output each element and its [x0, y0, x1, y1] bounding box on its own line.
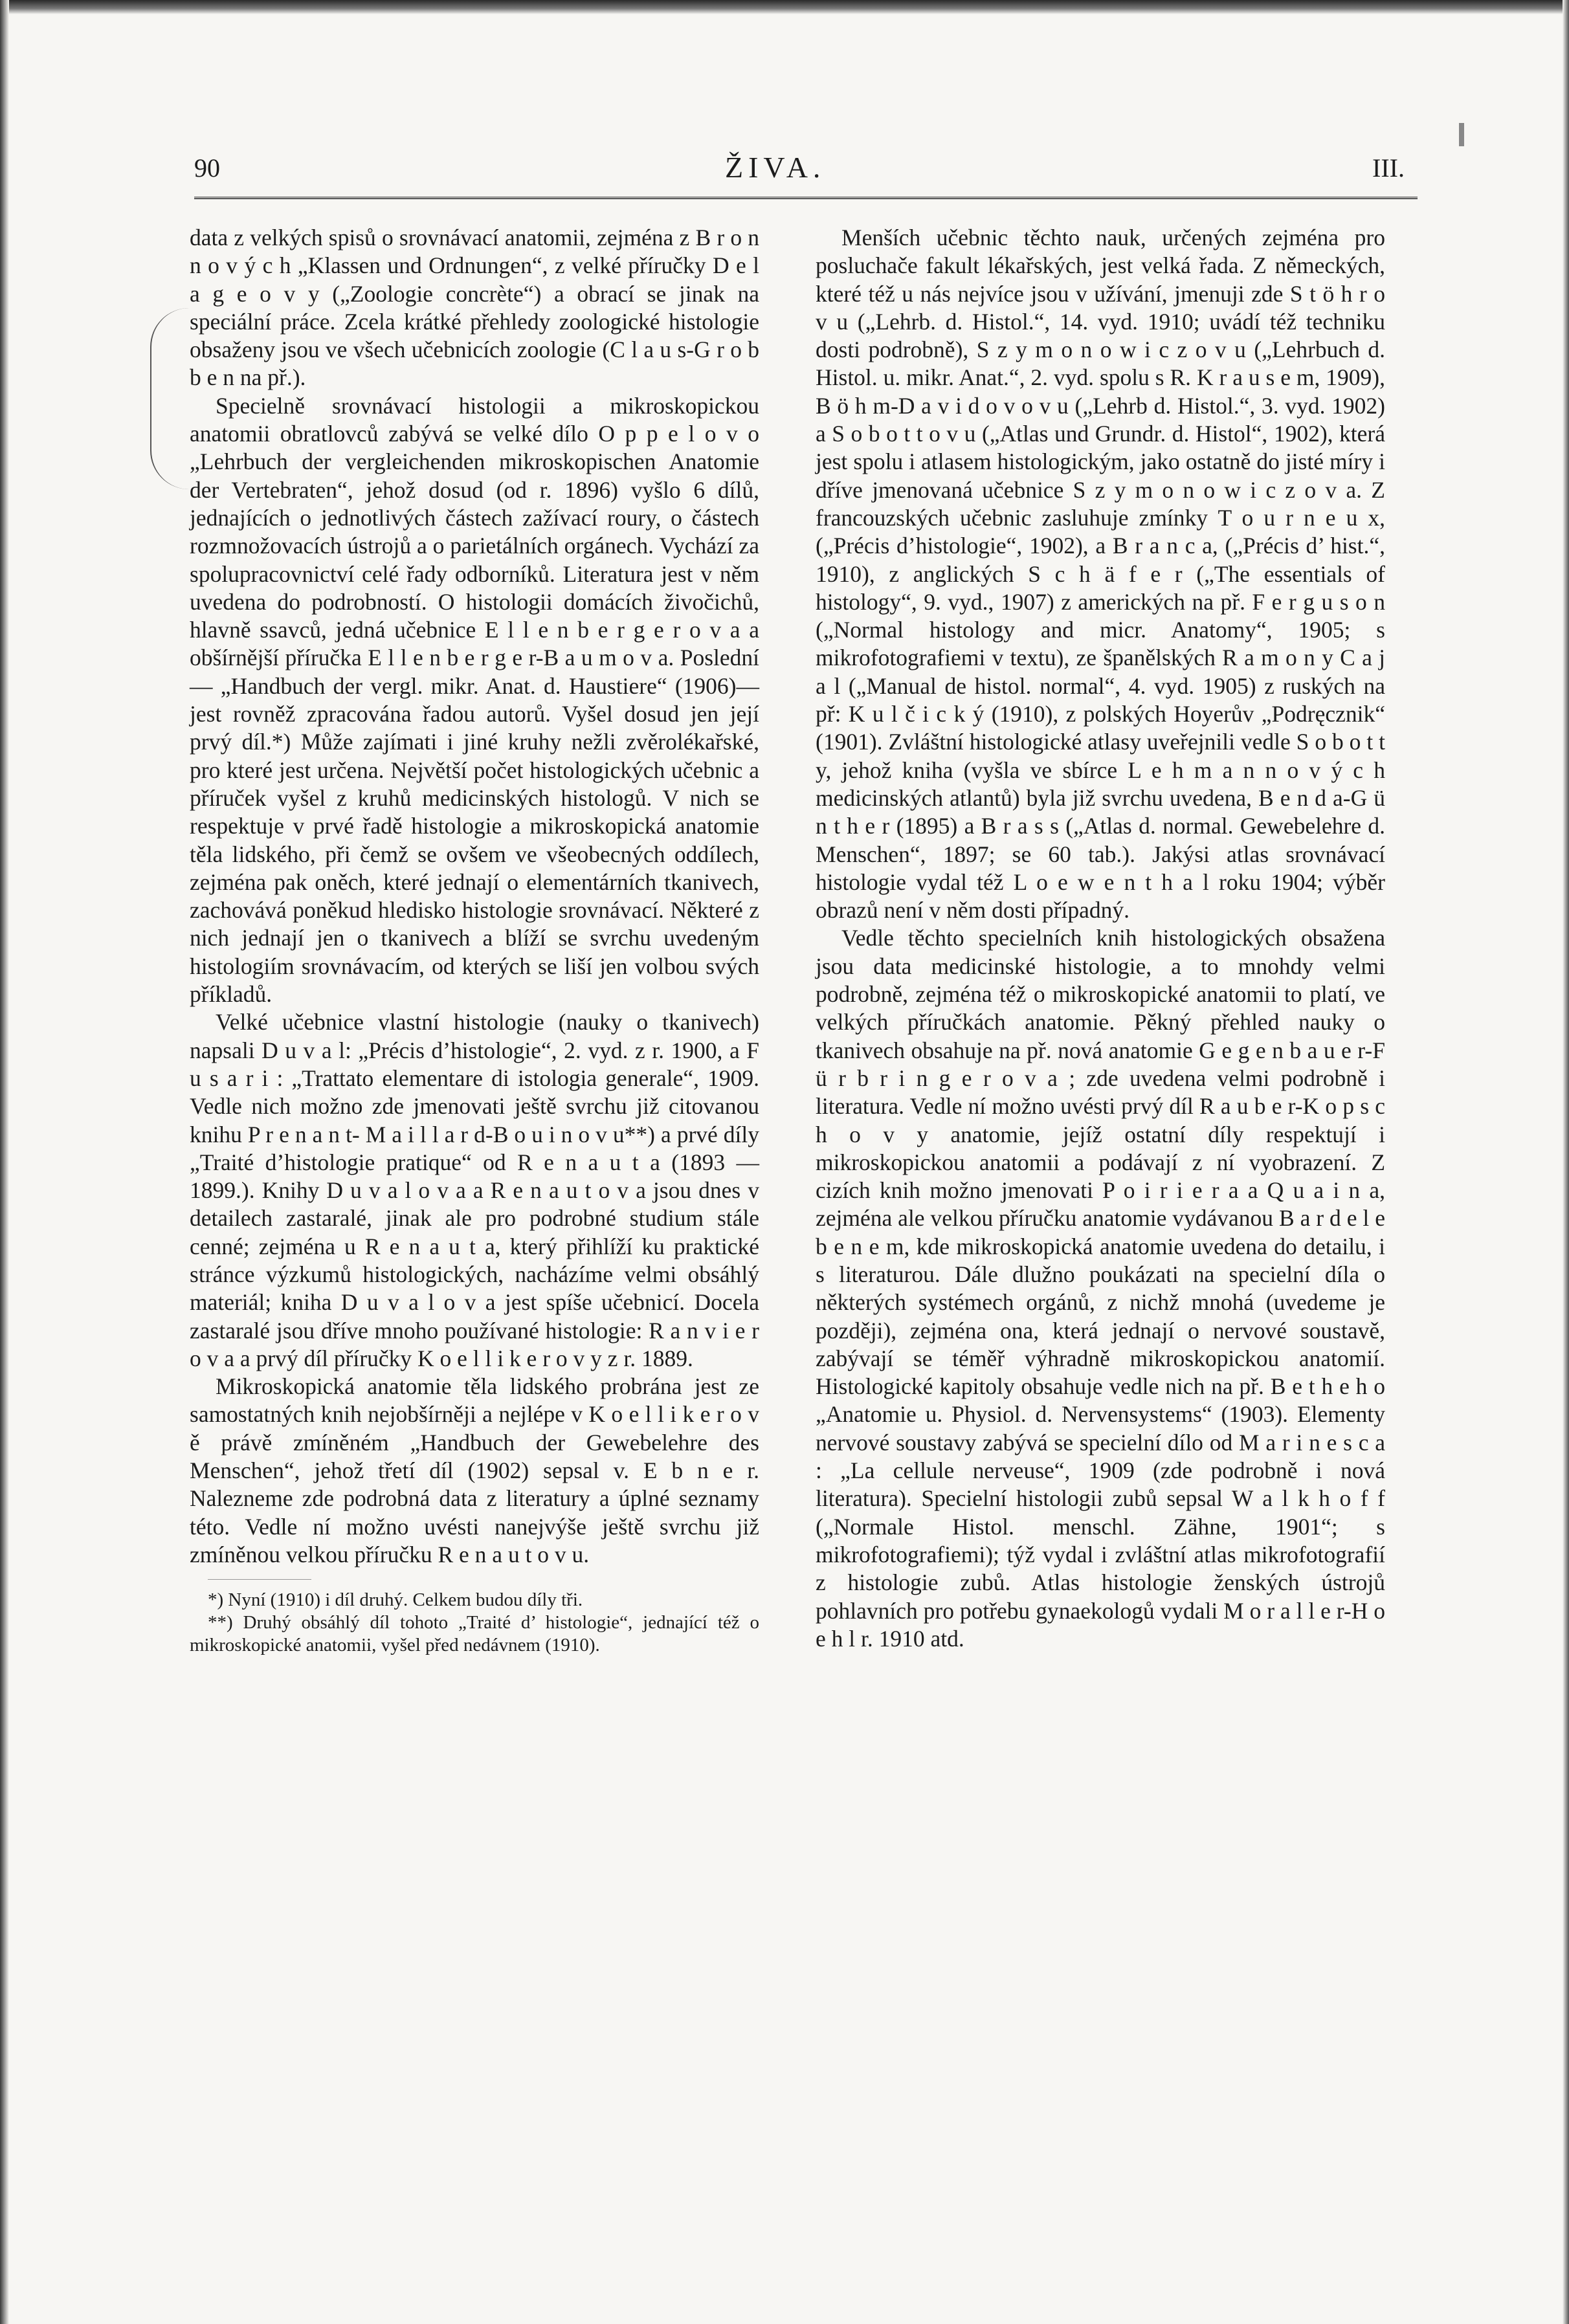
left-column: [190, 224, 759, 1657]
page-number: 90: [194, 153, 220, 183]
paragraph: Menších učebnic těchto nauk, určených zejména pro posluchače fakult lékařských, jest velká řada. Z německých, které též u nás nejvíce jsou v užívání, jmenuji zde S t ö h r o v u („Lehrb. d. Histol.“, 14. vyd. 1910; uvádí též techniku dosti podrobně), S z y m o n o w i c z o v u („Lehrbuch d. Histol. u. mikr. Anat.“, 2. vyd. spolu s R. K r a u s e m, 1909), B ö h m-D a v i d o v o v u („Lehrb d. Histol.“, 3. vyd. 1902) a S o b o t t o v u („Atlas und Grundr. d. Histol“, 1902), která jest spolu i atlasem histologickým, jako ostatně do jisté míry i dříve jmenovaná učebnice S z y m o n o w i c z o v a. Z francouzských učebnic zasluhuje zmínky T o u r n e u x, („Précis d’histologie“, 1902), a B r a n c a, („Précis d’ hist.“, 1910), z anglických S c h ä f e r („The essentials of histology“, 9. vyd., 1907) z amerických na př. F e r g u s o n („Normal histology and micr. Anatomy“, 1905; s mikrofotografiemi v textu), ze španělských R a m o n y C a j a l („Manual de histol. normal“, 4. vyd. 1905) z ruských na př: K u l č i c k ý (1910), z polských Hoyerův „Podręcznik“ (1901). Zvláštní histologické atlasy uveřejnili vedle S o b o t t y, jehož kniha (vyšla ve sbírce L e h m a n n o v ý c h medicinských atlantů) byla již svrchu uvedena, B e n d a-G ü n t h e r (1895) a B r a s s („Atlas d. normal. Gewebelehre d. Menschen“, 1897; se 60 tab.). Jakýsi atlas srovnávací histologie vydal též L o e w e n t h a l roku 1904; výběr obrazů není v něm dosti případný.: [816, 225, 1385, 924]
running-header: [194, 153, 1411, 198]
journal-title: ŽIVA.: [725, 151, 826, 184]
footnotes: [190, 1589, 759, 1657]
footnote: **) Druhý obsáhlý díl tohoto „Traité d’ histologie“, jednající též o mikroskopické anatomii, vyšel před nedávnem (1910).: [190, 1612, 759, 1656]
scan-border-top: [0, 0, 1569, 14]
footnote-rule: [208, 1579, 311, 1580]
margin-pencil-mark: [150, 308, 190, 489]
paragraph: Mikroskopická anatomie těla lidského probrána jest ze samostatných knih nejobšírněji a nejlépe v K o e l l i k e r o v ě právě zmíněném „Handbuch der Gewebelehre des Menschen“, jehož třetí díl (1902) sepsal v. E b n e r. Nalezneme zde podrobná data z literatury a úplné seznamy této. Vedle ní možno uvésti nanejvýše ještě svrchu již zmíněnou velkou příručku R e n a u t o v u.: [190, 1373, 759, 1567]
footnote: *) Nyní (1910) i díl druhý. Celkem budou díly tři.: [208, 1589, 583, 1611]
volume-number: III.: [1372, 153, 1405, 183]
paragraph: Velké učebnice vlastní histologie (nauky o tkanivech) napsali D u v a l: „Précis d’histologie“, 2. vyd. z r. 1900, a F u s a r i : „Trattato elementare di istologia generale“, 1909. Vedle nich možno zde jmenovati ještě svrchu již citovanou knihu P r e n a n t- M a i l l a r d-B o u i n o v u**) a prvé díly „Traité d’histologie pratique“ od R e n a u t a (1893 — 1899.). Knihy D u v a l o v a a R e n a u t o v a jsou dnes v detailech zastaralé, jinak ale pro podrobné studium stále cenné; zejména u R e n a u t a, který přihlíží ku praktické stránce výzkumů histologických, nacházíme velmi obsáhlý materiál; kniha D u v a l o v a jest spíše učebnicí. Docela zastaralé jsou dříve mnoho používané histologie: R a n v i e r o v a a prvý díl příručky K o e l l i k e r o v y z r. 1889.: [190, 1009, 759, 1371]
paragraph: Vedle těchto specielních knih histologických obsažena jsou data medicinské histologie, a to mnohdy velmi podrobně, zejména též o mikroskopické anatomii to platí, ve velkých příručkách anatomie. Pěkný přehled nauky o tkanivech obsahuje na př. nová anatomie G e g e n b a u e r-F ü r b r i n g e r o v a ; zde uvedena velmi podrobně i literatura. Vedle ní možno uvésti prvý díl R a u b e r-K o p s c h o v y anatomie, jejíž ostatní díly respektují i mikroskopickou anatomii a podávají z ní vyobrazení. Z cizích knih možno jmenovati P o i r i e r a a Q u a i n a, zejména ale velkou příručku anatomie vydávanou B a r d e l e b e n e m, kde mikroskopická anatomie uvedena do detailu, i s literaturou. Dále dlužno poukázati na specielní díla o některých systémech orgánů, z nichž mnohá (uvedeme je později), zejména ona, která jednají o nervové soustavě, zabývají se téměř výhradně mikroskopickou anatomií. Histologické kapitoly obsahuje vedle nich na př. B e t h e h o „Anatomie u. Physiol. d. Nervensystems“ (1903). Elementy nervové soustavy zabývá se specielní dílo od M a r i n e s c a : „La cellule nerveuse“, 1909 (zde podrobně i nová literatura). Specielní histologii zubů sepsal W a l k h o f f („Normale Histol. menschl. Zähne, 1901“; s mikrofotografiemi); týž vydal i zvláštní atlas mikrofotografií z histologie zubů. Atlas histologie ženských ústrojů pohlavních pro potřebu gynaekologů vydali M o r a l l e r-H o e h l r. 1910 atd.: [816, 925, 1385, 1652]
paragraph: data z velkých spisů o srovnávací anatomii, zejména z B r o n n o v ý c h „Klassen und Ordnungen“, z velké příručky D e l a g e o v y („Zoologie concrète“) a obrací se jinak na speciální práce. Zcela krátké přehledy zoologické histologie obsaženy jsou ve všech učebnicích zoologie (C l a u s-G r o b b e n na př.).: [190, 225, 759, 391]
header-rule: [194, 197, 1418, 199]
scan-border-right: [1563, 0, 1569, 2324]
paragraph: Specielně srovnávací histologii a mikroskopickou anatomii obratlovců zabývá se velké dílo O p p e l o v o „Lehrbuch der vergleichenden mikroskopischen Anatomie der Vertebraten“, jehož dosud (od r. 1896) vyšlo 6 dílů, jednajících o jednotlivých částech zažívací roury, o částech rozmnožovacích ústrojů a o parietálních orgánech. Vychází za spolupracovnictví celé řady odborníků. Literatura jest v něm uvedena do podrobností. O histologii domácích živočichů, hlavně ssavců, jedná učebnice E l l e n b e r g e r o v a a obšírnější příručka E l l e n b e r g e r-B a u m o v a. Poslední — „Handbuch der vergl. mikr. Anat. d. Haustiere“ (1906)— jest rovněž zpracována řadou autorů. Vyšel dosud jen její prvý díl.*) Může zajímati i jiné kruhy nežli zvěrolékařské, pro které jest určena. Největší počet histologických učebnic a příruček vyšel z kruhů medicinských histologů. V nich se respektuje v prvé řadě histologie a mikroskopická anatomie těla lidského, při čemž se ovšem ve všeobecných oddílech, zejména pak oněch, které jednají o elementárních tkanivech, zachovává poněkud hledisko histologie srovnávací. Některé z nich jednají jen o tkanivech a blíží se svrchu uvedeným histologiím srovnávacím, od kterých se liší jen volbou svých příkladů.: [190, 392, 759, 1008]
right-column: [816, 224, 1385, 1653]
margin-ink-mark: [1459, 123, 1464, 146]
scan-border-left: [0, 0, 9, 2324]
